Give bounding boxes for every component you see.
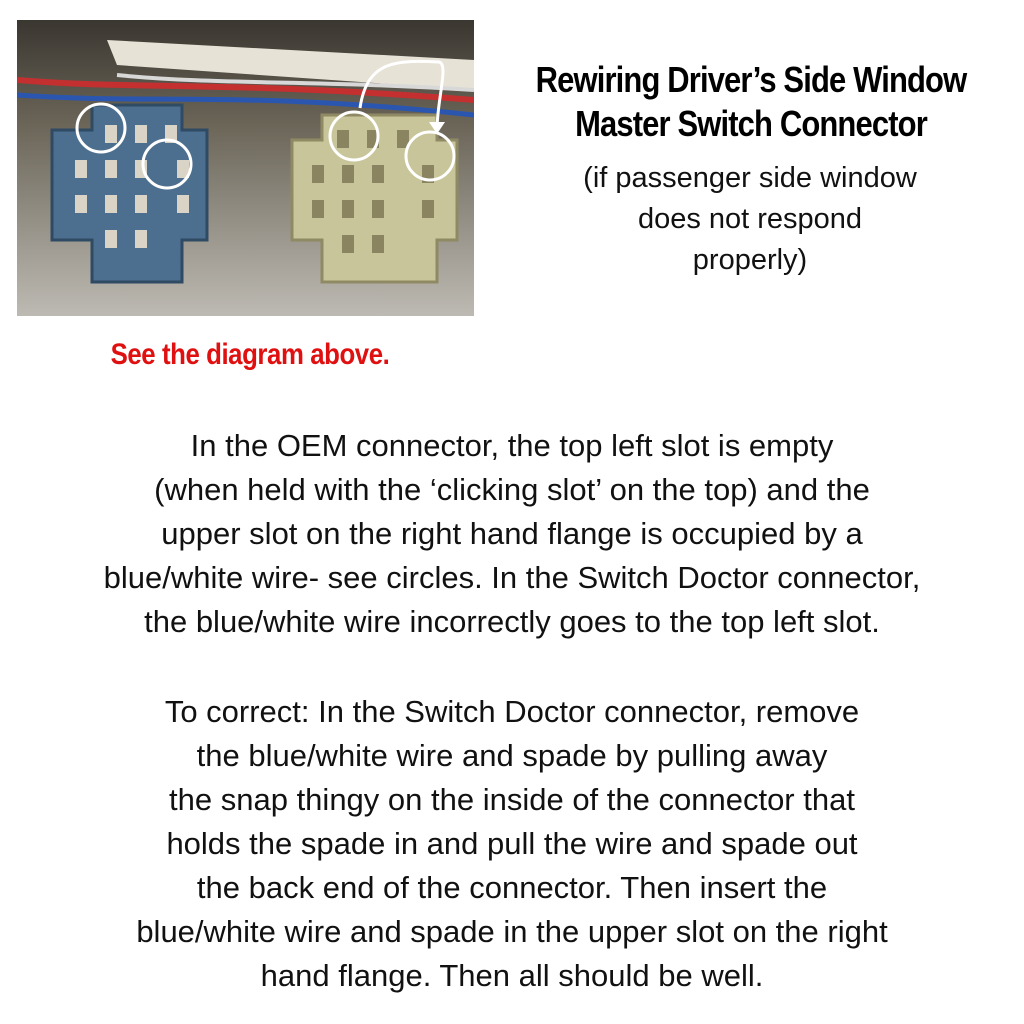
explanation-paragraph: In the OEM connector, the top left slot is empty (when held with the ‘clicking slot’ on the top) and the upper slot on the right hand flange is occupied by a blue/white wire- see circles. In the Switch Doctor connector, the blue/white wire incorrectly goes to the top left slot. (103, 428, 921, 639)
page-title: Rewiring Driver’s Side Window Master Switch Connector (535, 59, 967, 144)
connector-illustration (17, 20, 474, 316)
connector-photo (17, 20, 474, 316)
see-diagram-note: See the diagram above. (110, 338, 390, 371)
page-subtitle: (if passenger side window does not respond properly) (583, 162, 917, 276)
correction-paragraph: To correct: In the Switch Doctor connector, remove the blue/white wire and spade by pulling away the snap thingy on the inside of the connector that holds the spade in and pull the wire and spade out the back end of the connector. Then insert the blue/white wire and spade in the upper slot on the right hand flange. Then all should be well. (136, 694, 888, 993)
